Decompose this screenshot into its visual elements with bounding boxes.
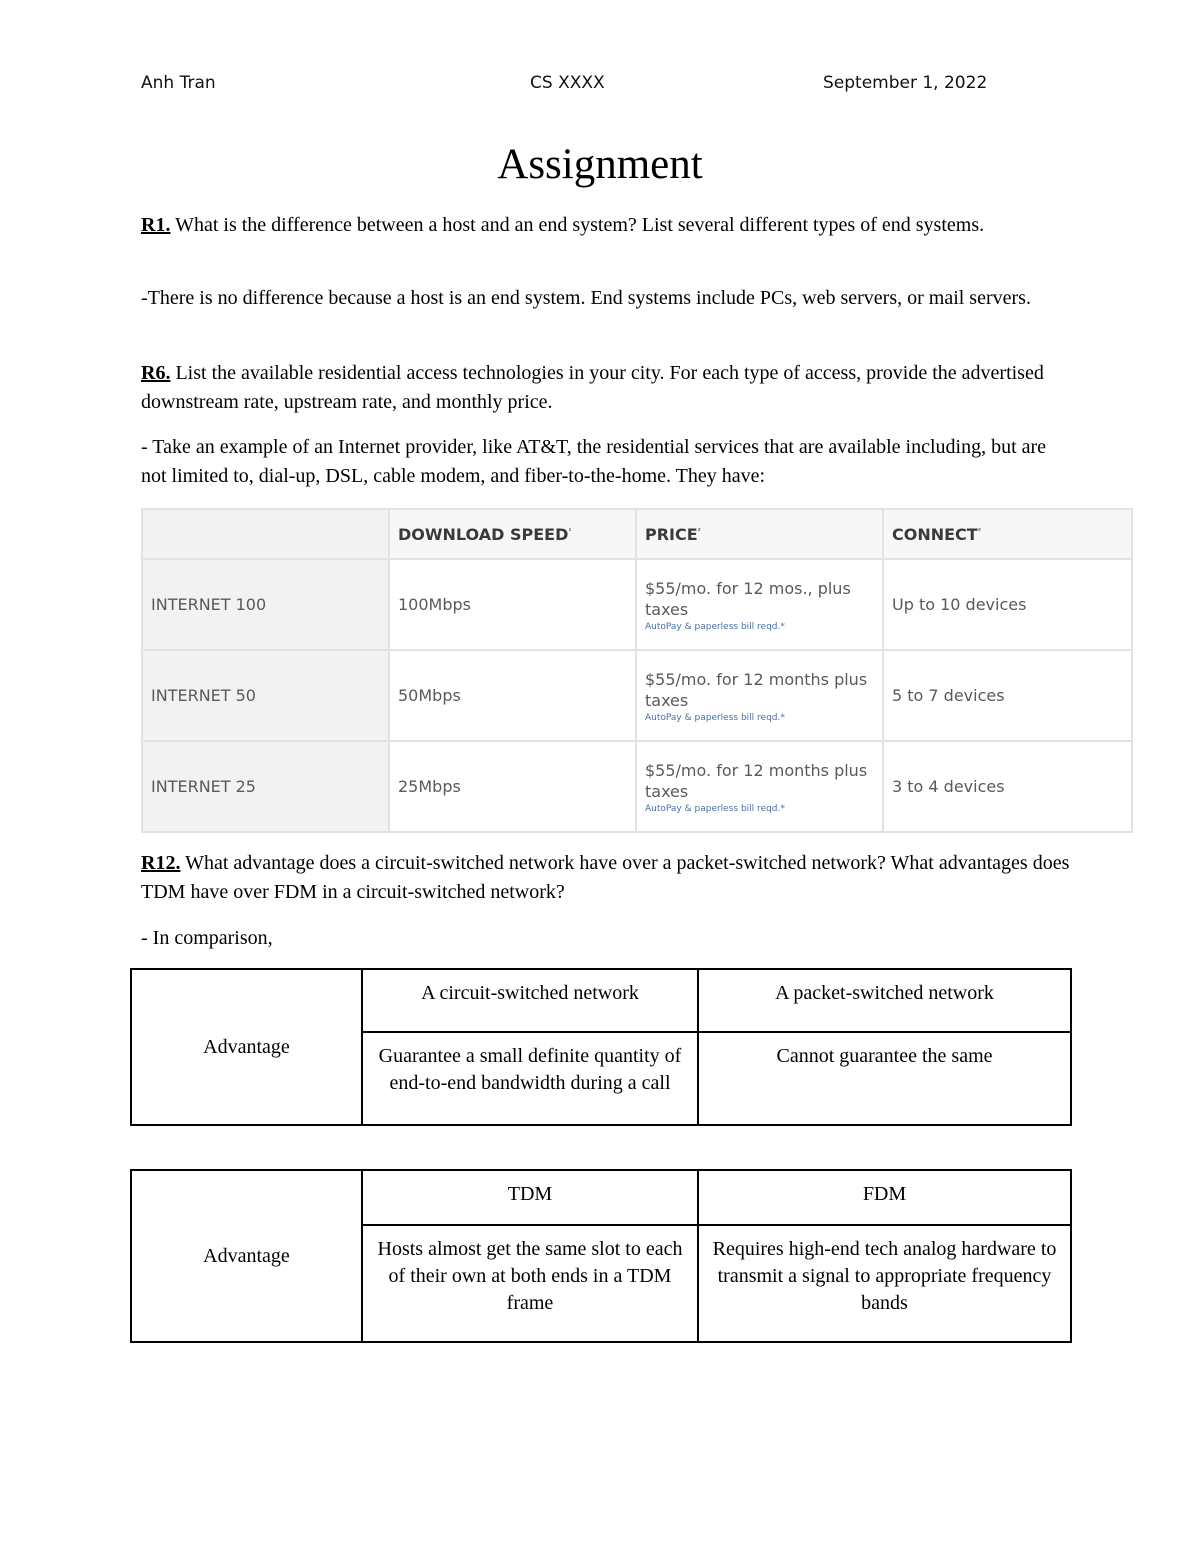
- header-packet-switched: A packet-switched network: [698, 969, 1071, 1032]
- cell-tdm-advantage: Hosts almost get the same slot to each of their own at both ends in a TDM frame: [362, 1225, 698, 1342]
- plan-connect: Up to 10 devices: [883, 559, 1132, 650]
- header-circuit-switched: A circuit-switched network: [362, 969, 698, 1032]
- plan-name: INTERNET 25: [142, 741, 389, 832]
- table-row: [142, 741, 1132, 832]
- plan-speed: 25Mbps: [389, 741, 636, 832]
- answer-r6: - Take an example of an Internet provider, like AT&T, the residential services that are available including, but are not limited to, dial-up, DSL, cable modem, and fiber-to-the-home. They have:: [141, 436, 1047, 487]
- plan-connect: 3 to 4 devices: [883, 741, 1132, 832]
- header-fdm: FDM: [698, 1170, 1071, 1225]
- table-row: [131, 969, 1071, 1032]
- plan-price: [636, 741, 883, 832]
- header-tdm: TDM: [362, 1170, 698, 1225]
- question-text-r1: What is the difference between a host and an end system? List several different types of end systems.: [170, 214, 985, 236]
- plan-price-text: $55/mo. for 12 months plus taxes: [645, 669, 868, 710]
- question-label-r6: R6.: [141, 362, 171, 384]
- plans-header-price: $PRICE^{^2}$: [636, 509, 883, 559]
- plans-header-speed: DOWNLOAD $SPEED^{^1}$: [389, 509, 636, 559]
- plans-header-row: [142, 509, 1132, 559]
- plan-price: [636, 650, 883, 741]
- question-r6: [141, 359, 1071, 417]
- question-r1: [141, 211, 1071, 240]
- circuit-packet-table: [130, 968, 1072, 1126]
- tdm-fdm-table: [130, 1169, 1072, 1343]
- question-label-r1: R1.: [141, 214, 171, 236]
- table-row: [142, 650, 1132, 741]
- plan-price-text: $55/mo. for 12 mos., plus taxes: [645, 578, 851, 619]
- cell-packet-advantage: Cannot guarantee the same: [698, 1032, 1071, 1125]
- plan-speed: 50Mbps: [389, 650, 636, 741]
- course-code: CS XXXX: [530, 73, 605, 93]
- cell-fdm-advantage: Requires high-end tech analog hardware to transmit a signal to appropriate frequency bands: [698, 1225, 1071, 1342]
- plan-connect: 5 to 7 devices: [883, 650, 1132, 741]
- question-text-r12: What advantage does a circuit-switched network have over a packet-switched network? What advantages does TDM have over FDM in a circuit-switched network?: [141, 852, 1070, 903]
- row-label-advantage: Advantage: [131, 969, 362, 1125]
- internet-plans-table: [141, 508, 1133, 833]
- question-text-r6: List the available residential access technologies in your city. For each type of access, provide the advertised downstream rate, upstream rate, and monthly price.: [141, 362, 1044, 413]
- table-row: [131, 1170, 1071, 1225]
- plan-price-note: AutoPay & paperless bill reqd.*: [645, 712, 785, 723]
- plan-price: [636, 559, 883, 650]
- answer-r1: -There is no difference because a host is an end system. End systems include PCs, web servers, or mail servers.: [141, 287, 1031, 309]
- plan-price-note: AutoPay & paperless bill reqd.*: [645, 621, 785, 632]
- page-title: Assignment: [497, 141, 703, 188]
- plan-name: INTERNET 100: [142, 559, 389, 650]
- answer-r12: - In comparison,: [141, 927, 273, 949]
- plan-price-text: $55/mo. for 12 months plus taxes: [645, 760, 868, 801]
- plan-name: INTERNET 50: [142, 650, 389, 741]
- document-date: September 1, 2022: [823, 73, 988, 93]
- plan-speed: 100Mbps: [389, 559, 636, 650]
- plans-header-empty: [142, 509, 389, 559]
- question-r12: [141, 849, 1071, 907]
- cell-circuit-advantage: Guarantee a small definite quantity of end-to-end bandwidth during a call: [362, 1032, 698, 1125]
- plan-price-note: AutoPay & paperless bill reqd.*: [645, 803, 785, 814]
- plans-header-connect: $CONNECT^{^3}$: [883, 509, 1132, 559]
- table-row: [142, 559, 1132, 650]
- row-label-advantage: Advantage: [131, 1170, 362, 1342]
- question-label-r12: R12.: [141, 852, 181, 874]
- author-name: Anh Tran: [141, 73, 216, 93]
